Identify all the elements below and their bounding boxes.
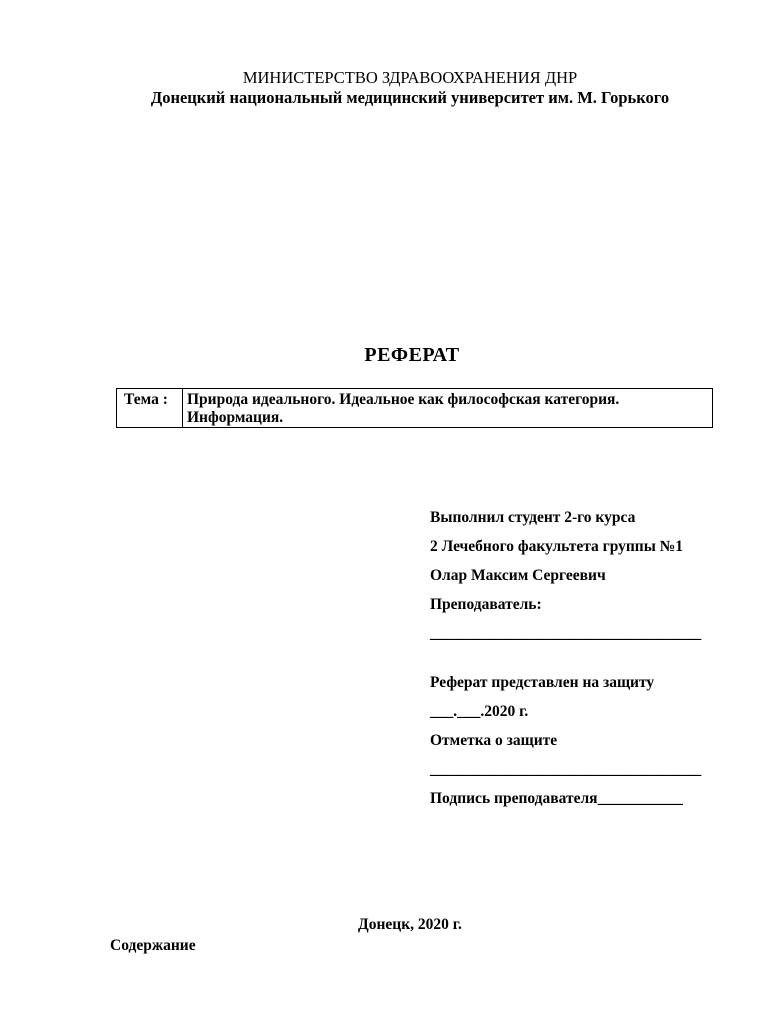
defense-date: ___.___.2020 г. (430, 703, 529, 720)
defense-label: Реферат представлен на защиту (430, 674, 655, 691)
teacher-label: Преподаватель: (430, 596, 542, 613)
student-faculty: 2 Лечебного факультета группы №1 (430, 538, 684, 555)
student-name: Олар Максим Сергеевич (430, 567, 606, 584)
contents-heading: Содержание (110, 937, 196, 954)
topic-value (183, 389, 712, 427)
mark-label: Отметка о защите (430, 732, 558, 749)
university-name: Донецкий национальный медицинский университет им. М. Горького (150, 88, 670, 107)
teacher-signature: Подпись преподавателя___________ (430, 790, 683, 807)
topic-line-2: Информация. (187, 409, 284, 426)
topic-line-1: Природа идеального. Идеальное как философская категория. (187, 391, 620, 408)
ministry-name: МИНИСТЕРСТВО ЗДРАВООХРАНЕНИЯ ДНР (242, 68, 578, 87)
city-year: Донецк, 2020 г. (358, 916, 462, 933)
topic-table (116, 388, 713, 428)
document-header (0, 68, 768, 108)
mark-blank-line: ___________________________________ (430, 761, 702, 778)
student-course: Выполнил студент 2-го курса (430, 509, 636, 526)
teacher-blank-line: ___________________________________ (430, 625, 702, 642)
document-title: РЕФЕРАТ (364, 344, 460, 366)
author-info-block (430, 507, 730, 817)
topic-label: Тема : (117, 389, 183, 427)
